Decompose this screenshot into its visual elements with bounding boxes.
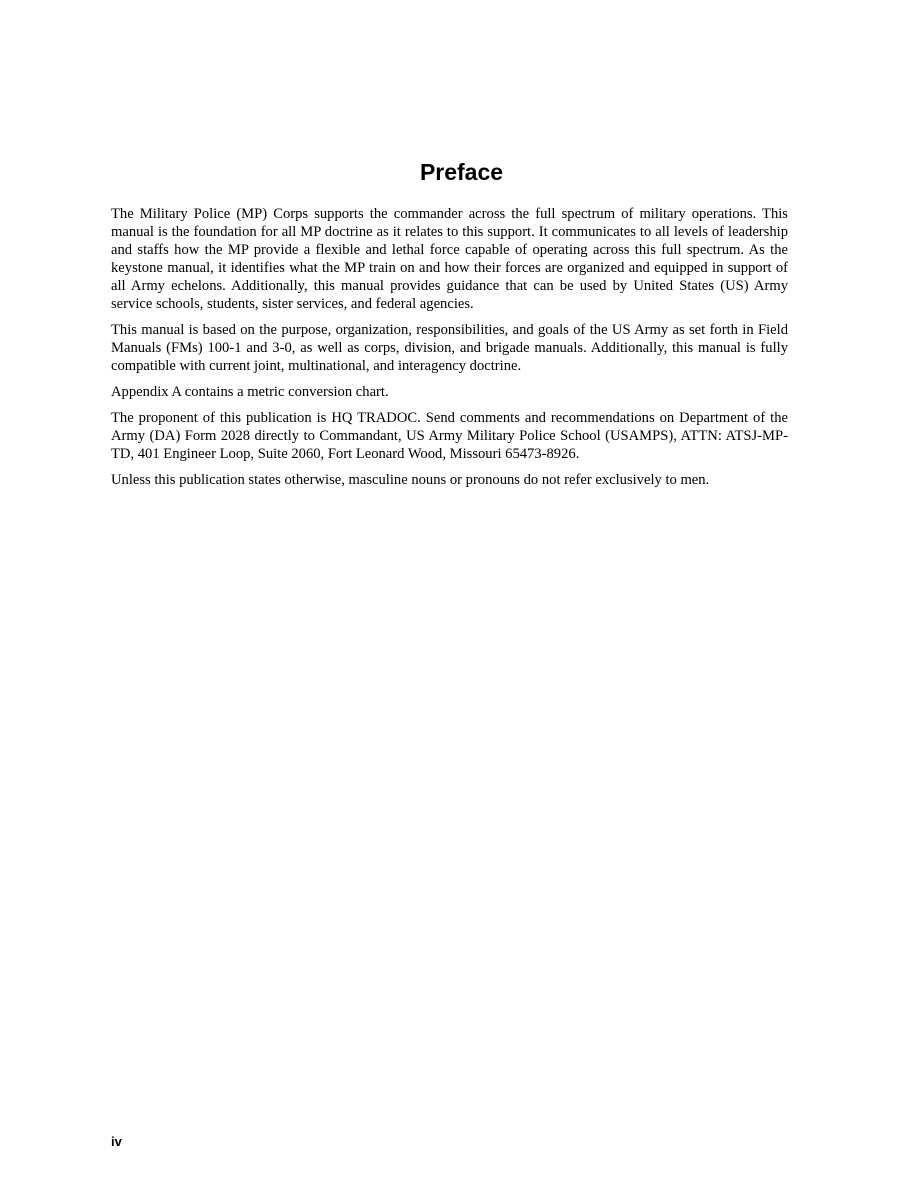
page-number: iv	[111, 1134, 122, 1149]
preface-body	[111, 205, 788, 497]
page-title: Preface	[419, 159, 504, 185]
paragraph-manual-basis: This manual is based on the purpose, organization, responsibilities, and goals of the US Army as set forth in Field Manuals (FMs) 100-1 and 3-0, as well as corps, division, and brigade manuals. Additionally, this manual is fully compatible with current joint, multinational, and interagency doctrine.	[111, 322, 788, 374]
paragraph-proponent: The proponent of this publication is HQ TRADOC. Send comments and recommendations on Department of the Army (DA) Form 2028 directly to Commandant, US Army Military Police School (USAMPS), ATTN: ATSJ-MP-TD, 401 Engineer Loop, Suite 2060, Fort Leonard Wood, Missouri 65473-8926.	[111, 410, 788, 462]
paragraph-mp-corps: The Military Police (MP) Corps supports the commander across the full spectrum of military operations. This manual is the foundation for all MP doctrine as it relates to this support. It communicates to all levels of leadership and staffs how the MP provide a flexible and lethal force capable of operating across this full spectrum. As the keystone manual, it identifies what the MP train on and how their forces are organized and equipped in support of all Army echelons. Additionally, this manual provides guidance that can be used by United States (US) Army service schools, students, sister services, and federal agencies.	[111, 206, 788, 312]
paragraph-appendix: Appendix A contains a metric conversion chart.	[111, 384, 389, 400]
paragraph-gender-note: Unless this publication states otherwise, masculine nouns or pronouns do not refer exclusively to men.	[111, 472, 710, 488]
